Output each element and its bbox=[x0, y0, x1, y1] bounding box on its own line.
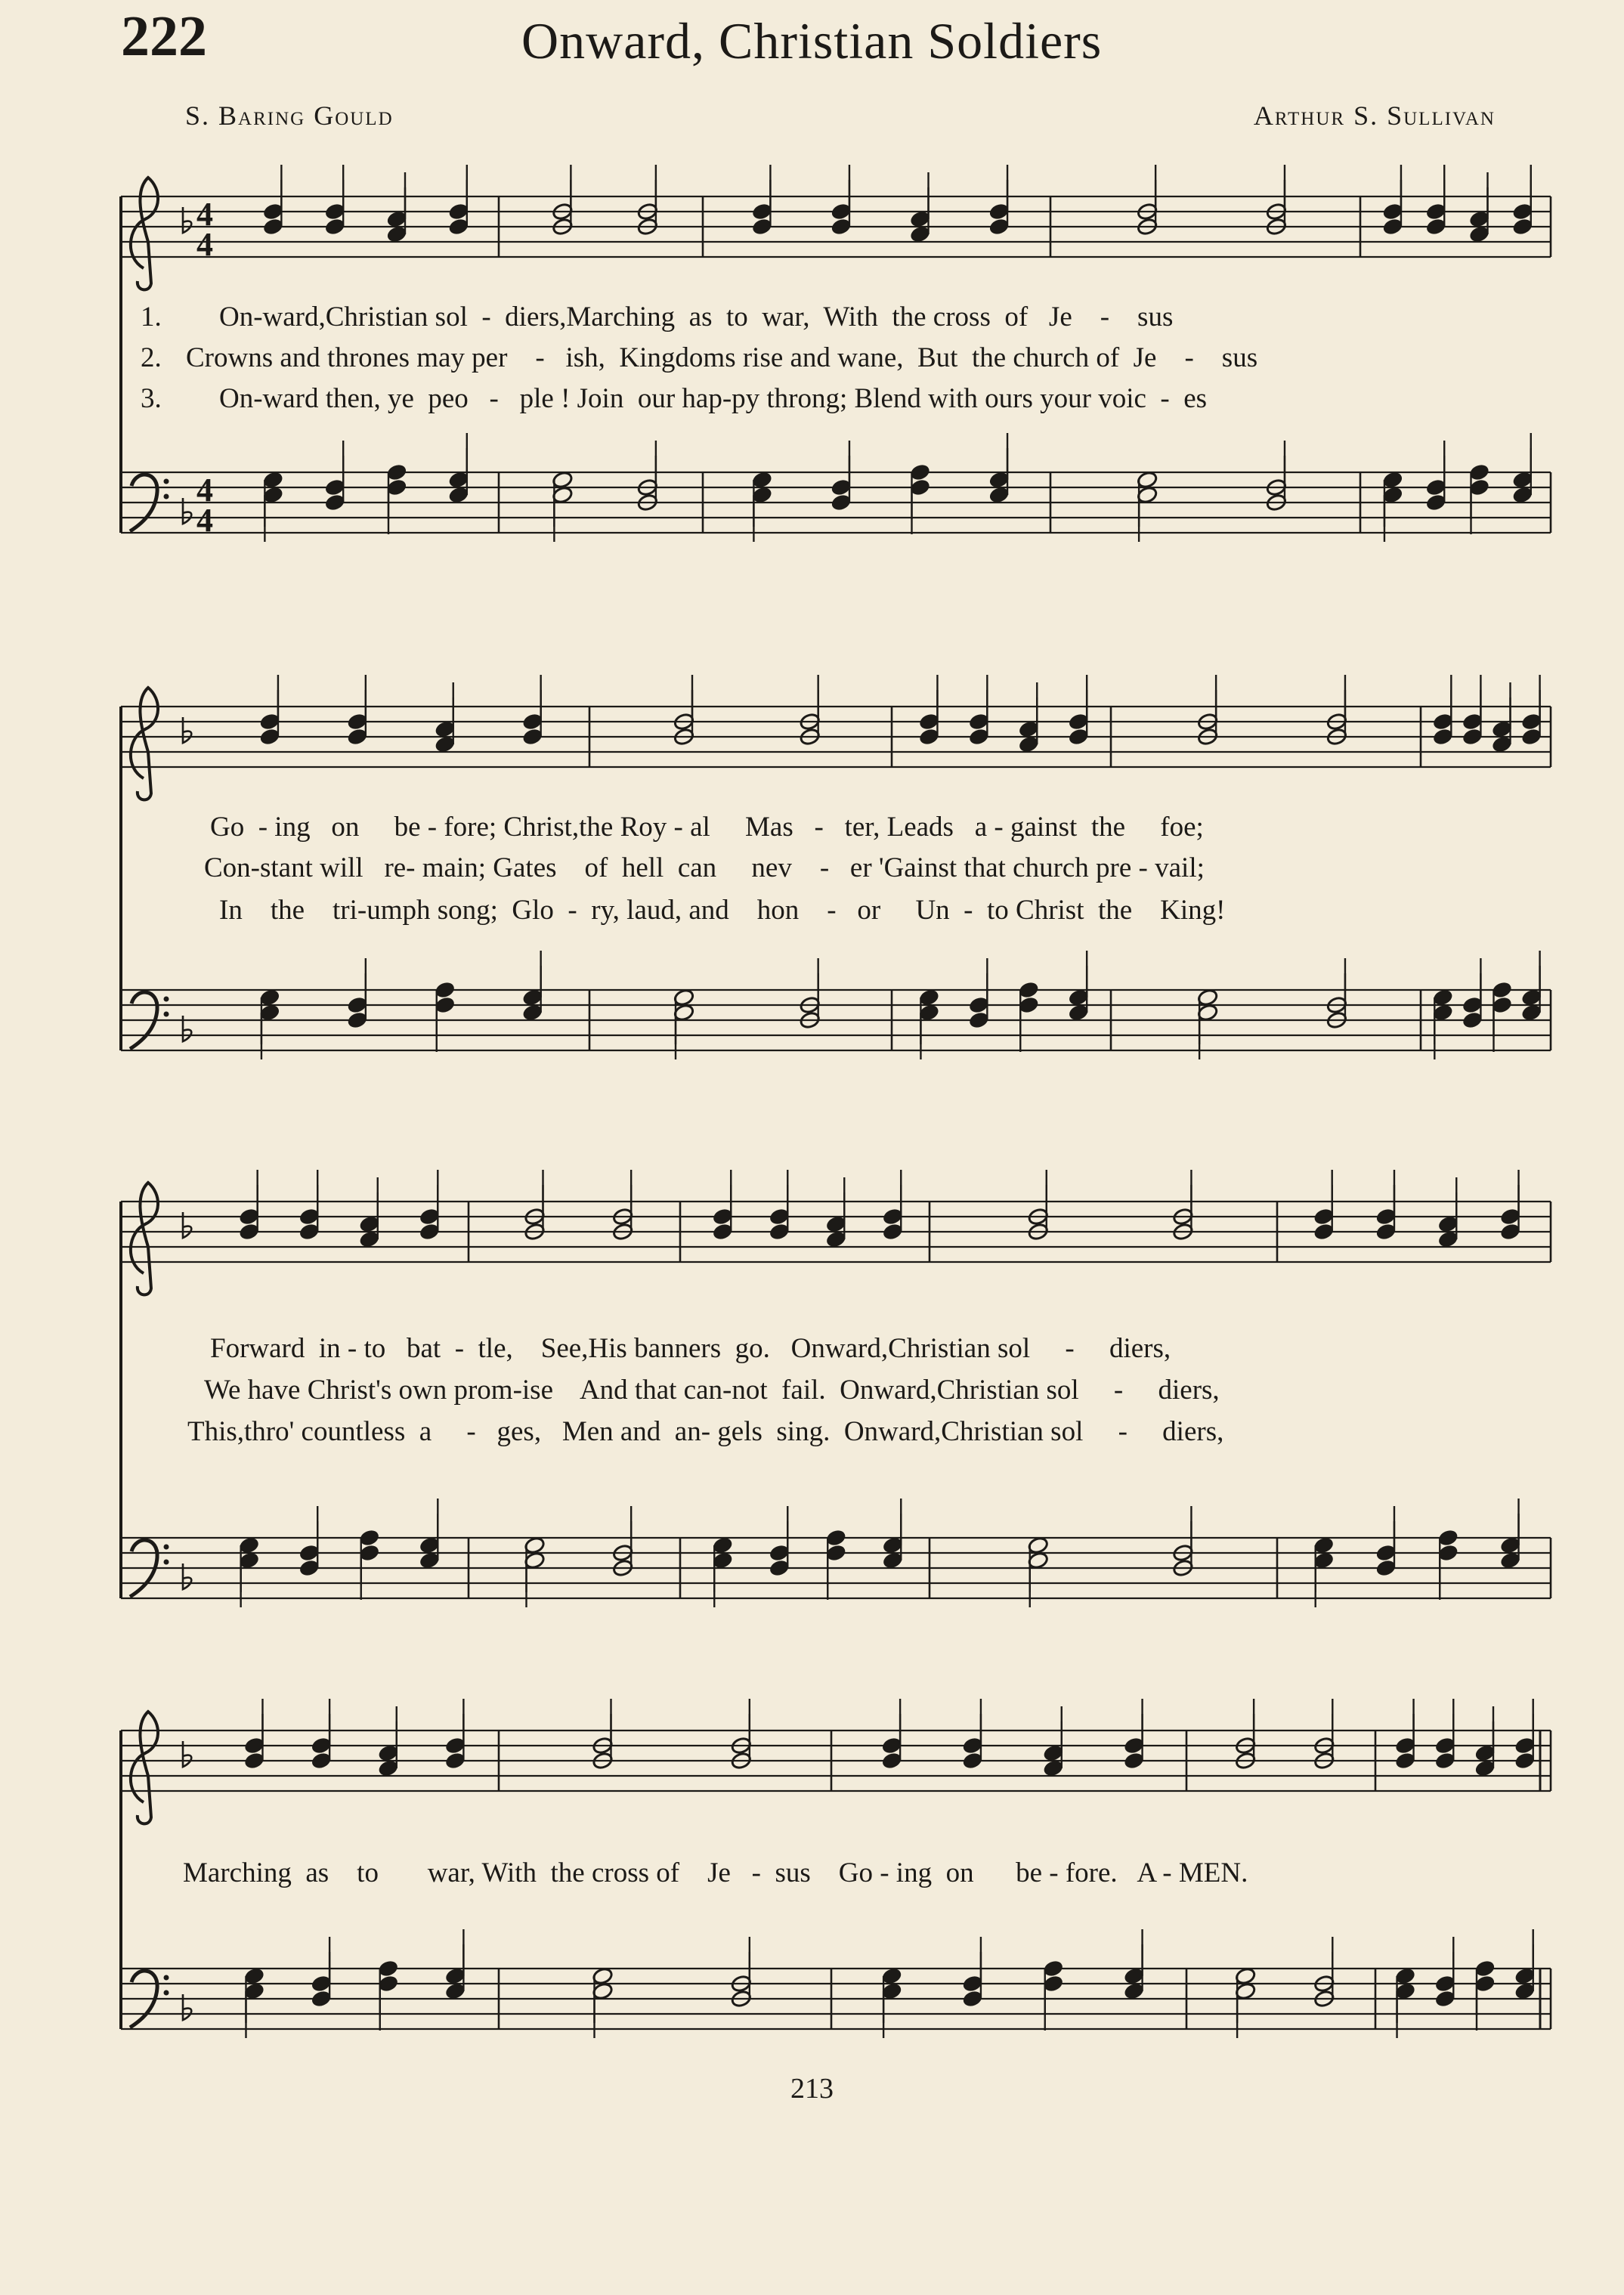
bass-clef-dot bbox=[164, 479, 169, 484]
treble-measure bbox=[1313, 1170, 1520, 1248]
treble-measure bbox=[262, 165, 469, 243]
time-signature-bottom: 4 bbox=[196, 502, 213, 539]
time-signature-top: 4 bbox=[196, 196, 213, 233]
treble-clef-icon bbox=[131, 1712, 158, 1823]
verse-line bbox=[141, 301, 162, 333]
hymn-title: Onward, Christian Soldiers bbox=[521, 12, 1103, 70]
treble-measure bbox=[1197, 675, 1347, 746]
treble-measure bbox=[751, 165, 1010, 243]
music-author: Arthur S. Sullivan bbox=[1253, 101, 1496, 131]
bass-measure bbox=[1197, 958, 1347, 1059]
bass-clef-dot bbox=[164, 997, 169, 1002]
bass-clef-dot bbox=[164, 1990, 169, 1996]
treble-measure bbox=[918, 675, 1089, 753]
treble-clef-icon bbox=[131, 688, 158, 800]
music-system-2 bbox=[0, 691, 1624, 1100]
verse-text: On-ward then, ye peo - ple ! Join our hap-py throng; Blend with ours your voic - es bbox=[219, 383, 1208, 414]
treble-measure bbox=[881, 1699, 1145, 1777]
bass-clef-dot bbox=[164, 1012, 169, 1017]
verse-text: Go - ing on be - fore; Christ,the Roy - al Mas - ter, Leads a - gainst the foe; bbox=[210, 812, 1204, 843]
verse-number: 2. bbox=[141, 342, 162, 373]
treble-measure bbox=[524, 1170, 633, 1241]
treble-staff bbox=[121, 1731, 1551, 1791]
treble-measure bbox=[243, 1699, 466, 1777]
bass-measure bbox=[524, 1506, 633, 1607]
bass-measure bbox=[592, 1937, 752, 2038]
treble-measure bbox=[259, 675, 543, 753]
treble-clef-icon bbox=[131, 1183, 158, 1294]
bass-measure bbox=[1235, 1937, 1335, 2038]
treble-measure bbox=[552, 165, 658, 236]
bass-clef-dot bbox=[164, 1545, 169, 1550]
verse-text: We have Christ's own prom-ise And that can-not fail. Onward,Christian sol - diers, bbox=[204, 1375, 1220, 1406]
bass-measure bbox=[673, 958, 821, 1059]
bass-measure bbox=[552, 441, 658, 542]
treble-staff bbox=[121, 1202, 1551, 1262]
treble-measure bbox=[1394, 1699, 1536, 1777]
verse-text: Forward in - to bat - tle, See,His banners go. Onward,Christian sol - diers, bbox=[210, 1333, 1171, 1364]
treble-measure bbox=[712, 1170, 904, 1248]
treble-measure bbox=[1235, 1699, 1335, 1770]
music-system-4 bbox=[0, 1708, 1624, 2055]
treble-measure bbox=[673, 675, 821, 746]
treble-measure bbox=[592, 1699, 752, 1770]
bass-measure bbox=[1137, 441, 1287, 542]
verse-text: Con-stant will re- main; Gates of hell can nev - er 'Gainst that church pre - vail; bbox=[204, 852, 1205, 883]
bass-clef-dot bbox=[164, 494, 169, 500]
treble-measure bbox=[1382, 165, 1533, 243]
treble-clef-icon bbox=[131, 178, 158, 289]
verse-text: In the tri-umph song; Glo - ry, laud, and hon - or Un - to Christ the King! bbox=[219, 895, 1226, 926]
treble-measure bbox=[1432, 675, 1542, 753]
hymn-number: 222 bbox=[121, 5, 207, 68]
verse-text: Crowns and thrones may per - ish, Kingdoms rise and wane, But the church of Je - sus bbox=[186, 342, 1258, 373]
verse-text: This,thro' countless a - ges, Men and an- gels sing. Onward,Christian sol - diers, bbox=[187, 1416, 1224, 1447]
time-signature-bottom: 4 bbox=[196, 226, 213, 263]
bass-clef-dot bbox=[164, 1560, 169, 1565]
time-signature-top: 4 bbox=[196, 472, 213, 509]
verse-text: On-ward,Christian sol - diers,Marching as to war, With the cross of Je - sus bbox=[219, 302, 1174, 332]
verse-number: 1. bbox=[141, 302, 162, 332]
text-author: S. Baring Gould bbox=[185, 101, 394, 131]
bass-measure bbox=[1027, 1506, 1193, 1607]
verse-number: 3. bbox=[141, 383, 162, 414]
verse-line bbox=[141, 382, 162, 415]
music-system-1 bbox=[0, 174, 1624, 597]
bass-staff bbox=[121, 1969, 1551, 2029]
treble-measure bbox=[1027, 1170, 1193, 1241]
page-number: 213 bbox=[790, 2073, 834, 2105]
treble-measure bbox=[1137, 165, 1287, 236]
bass-clef-dot bbox=[164, 1975, 169, 1981]
treble-measure bbox=[238, 1170, 440, 1248]
music-system-3 bbox=[0, 1179, 1624, 1632]
verse-line bbox=[141, 342, 162, 374]
verse-text: Marching as to war, With the cross of Je - sus Go - ing on be - fore. A - MEN. bbox=[183, 1857, 1248, 1888]
